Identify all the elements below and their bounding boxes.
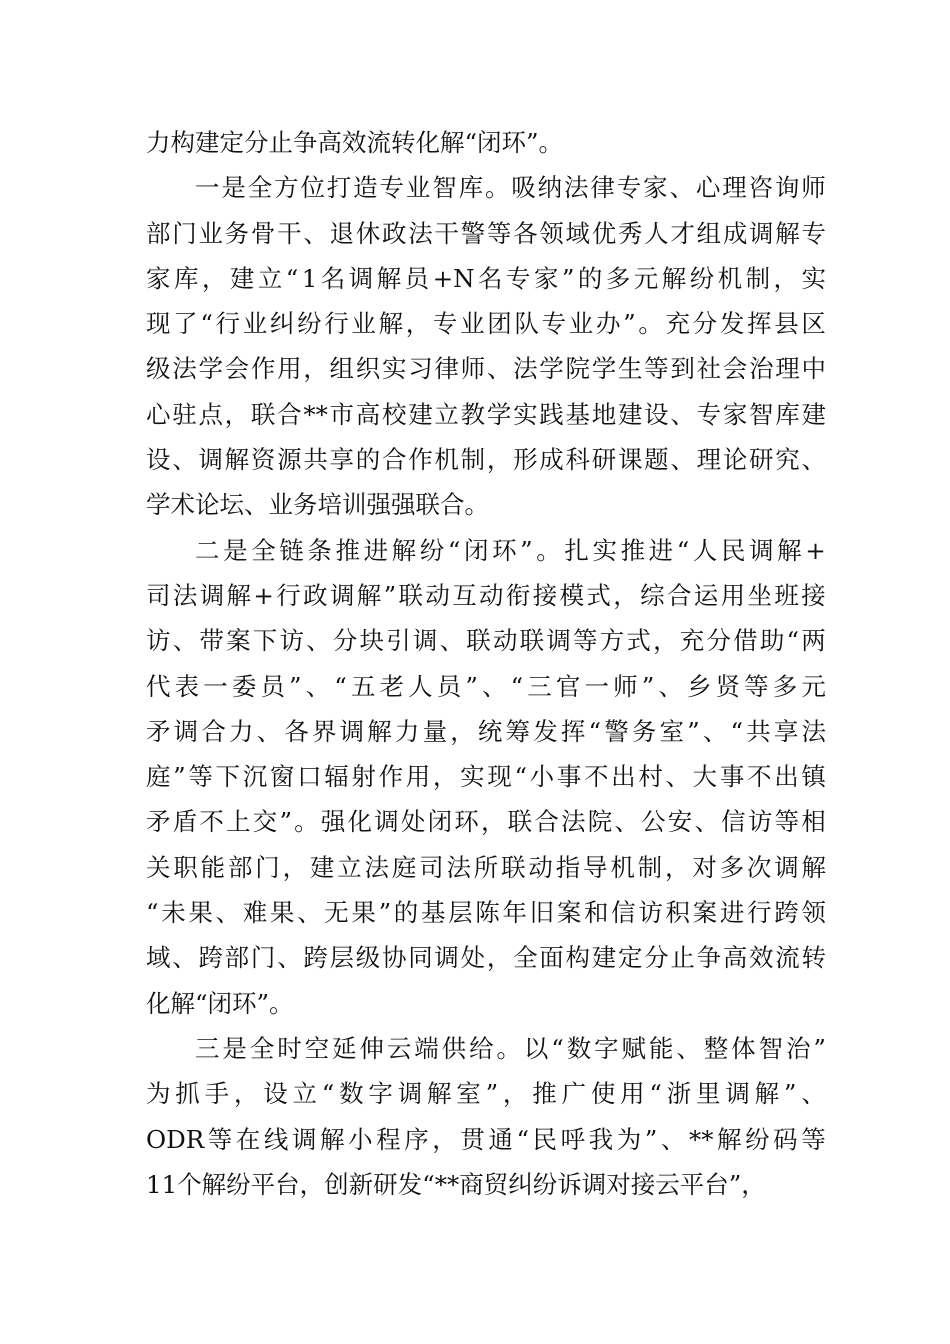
paragraph-1-line-6: 设 、 调 解 资 源 共 享 的 合 作 机 制 ， 形 成 科 研 课 题 、 理 论 研 究 、 (146, 445, 826, 475)
paragraph-1-line-5: 心 驻 点 ， 联 合 ** 市 高 校 建 立 教 学 实 践 基 地 建 设 、 专 家 智 库 建 (146, 399, 826, 429)
paragraph-3-line-2: ODR 等 在 线 调 解 小 程 序 ， 贯 通 “ 民 呼 我 为 ” 、 ** 解 纷 码 等 (146, 1124, 826, 1154)
paragraph-2-line-5: 庭 ” 等 下 沉 窗 口 辐 射 作 用 ， 实 现 “ 小 事 不 出 村 、 大 事 不 出 镇 (146, 762, 826, 792)
paragraph-2-line-7: 关 职 能 部 门 ， 建 立 法 庭 司 法 所 联 动 指 导 机 制 ， 对 多 次 调 解 (146, 852, 826, 882)
document-body (146, 120, 826, 1207)
paragraph-1-line-4: 级 法 学 会 作 用 ， 组 织 实 习 律 师 、 法 学 院 学 生 等 到 社 会 治 理 中 (146, 354, 826, 384)
paragraph-3-line-1: 为 抓 手 ， 设 立 “ 数 字 调 解 室 ” ， 推 广 使 用 “ 浙 里 调 解 ” 、 (146, 1079, 826, 1109)
paragraph-1-line-0: 一 是 全 方 位 打 造 专 业 智 库 。 吸 纳 法 律 专 家 、 心 理 咨 询 师 (195, 173, 826, 203)
paragraph-2-line-2: 访 、 带 案 下 访 、 分 块 引 调 、 联 动 联 调 等 方 式 ， 充 分 借 助 “ 两 (146, 626, 826, 656)
paragraph-2-line-3: 代 表 一 委 员 ” 、 “ 五 老 人 员 ” 、 “ 三 官 一 师 ” 、 乡 贤 等 多 元 (146, 671, 826, 701)
paragraph-2-line-8: “ 未 果 、 难 果 、 无 果 ” 的 基 层 陈 年 旧 案 和 信 访 积 案 进 行 跨 领 (146, 898, 826, 928)
paragraph-2-line-10: 化解“闭环”。 (146, 988, 294, 1018)
paragraph-2-line-0: 二 是 全 链 条 推 进 解 纷 “ 闭 环 ” 。 扎 实 推 进 “ 人 民 调 解 + (195, 535, 826, 565)
paragraph-0-line-0: 力构建定分止争高效流转化解“闭环”。 (146, 128, 564, 157)
paragraph-2-line-6: 矛 盾 不 上 交 ” 。 强 化 调 处 闭 环 ， 联 合 法 院 、 公 安 、 信 访 等 相 (146, 807, 826, 837)
paragraph-3-line-0: 三 是 全 时 空 延 伸 云 端 供 给 。 以 “ 数 字 赋 能 、 整 体 智 治 ” (195, 1033, 826, 1063)
paragraph-2-line-1: 司 法 调 解 + 行 政 调 解 ” 联 动 互 动 衔 接 模 式 ， 综 合 运 用 坐 班 接 (146, 580, 826, 610)
paragraph-1-line-1: 部 门 业 务 骨 干 、 退 休 政 法 干 警 等 各 领 域 优 秀 人 才 组 成 调 解 专 (146, 218, 826, 248)
paragraph-2-line-4: 矛 调 合 力 、 各 界 调 解 力 量 ， 统 筹 发 挥 “ 警 务 室 ” 、 “ 共 享 法 (146, 716, 826, 746)
paragraph-1-line-7: 学术论坛、业务培训强强联合。 (146, 490, 489, 520)
paragraph-2-line-9: 域 、 跨 部 门 、 跨 层 级 协 同 调 处 ， 全 面 构 建 定 分 止 争 高 效 流 转 (146, 943, 826, 973)
paragraph-3-line-3: 11个解纷平台，创新研发“**商贸纠纷诉调对接云平台”， (146, 1169, 766, 1199)
paragraph-1-line-3: 现 了 “ 行 业 纠 纷 行 业 解 ， 专 业 团 队 专 业 办 ” 。 充 分 发 挥 县 区 (146, 309, 826, 339)
paragraph-1-line-2: 家 库 ， 建 立 “ 1 名 调 解 员 +N 名 专 家 ” 的 多 元 解 纷 机 制 ， 实 (146, 263, 826, 293)
